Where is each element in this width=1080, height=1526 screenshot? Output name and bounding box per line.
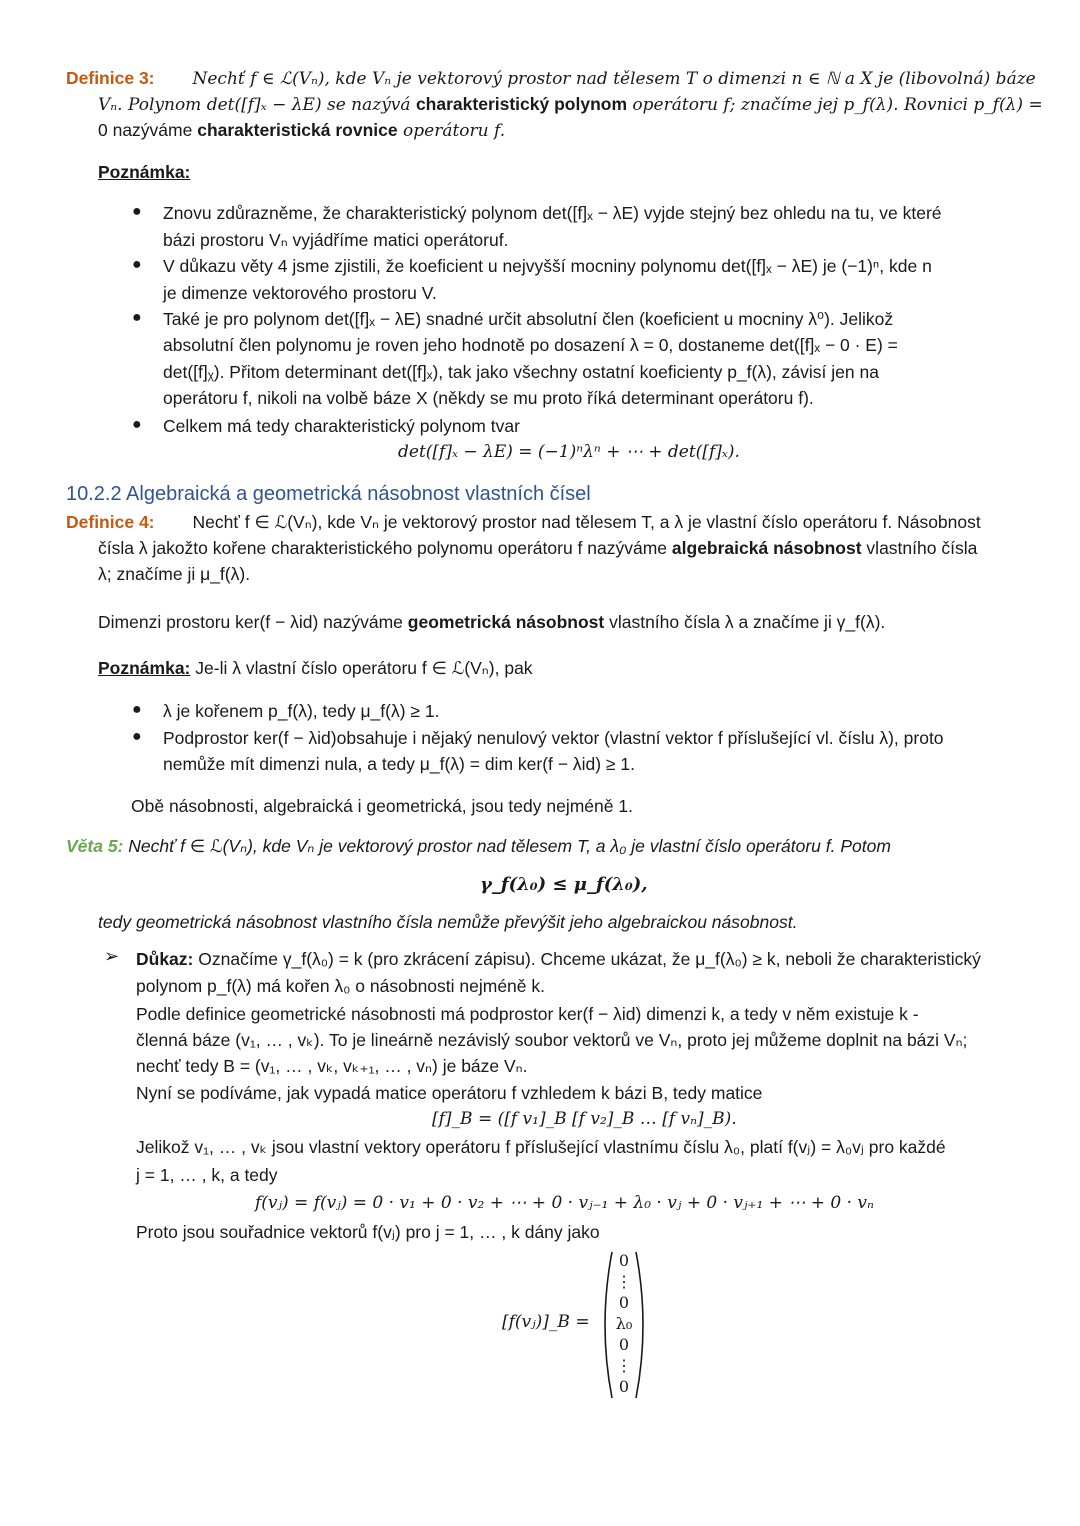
matrix-entry: λ₀: [615, 1314, 633, 1333]
bullet-icon: ●: [132, 203, 142, 220]
definition-4-line-2: čísla λ jakožto kořene charakteristického polynomu operátoru f nazýváme algebraická násobnost vlastního čísla: [98, 538, 978, 558]
definition-3-text: Nechť f ∈ ℒ(Vₙ), kde Vₙ je vektorový prostor nad tělesem T o dimenzi n ∈ ℕ a X je (libovolná) báze: [192, 69, 1036, 89]
note-2-bullet-2-line-1: Podprostor ker(f − λid)obsahuje i nějaký nenulový vektor (vlastní vektor f příslušející vl. číslu λ), proto: [163, 728, 944, 748]
theorem-5-line-2: tedy geometrická násobnost vlastního čísla nemůže převýšit jeho algebraickou násobnost.: [98, 912, 798, 932]
bullet-icon: ●: [132, 256, 142, 273]
matrix-entry: ⋮: [616, 1272, 632, 1291]
definition-4-line-4: Dimenzi prostoru ker(f − λid) nazýváme geometrická násobnost vlastního čísla λ a značíme ji γ_f(λ).: [98, 612, 886, 632]
term-algebraic-multiplicity: algebraická násobnost: [671, 538, 862, 558]
note-2-bullet-2-line-2: nemůže mít dimenzi nula, a tedy μ_f(λ) = dim ker(f − λid) ≥ 1.: [163, 754, 635, 774]
definition-4-label: Definice 4:: [66, 512, 155, 532]
note-1-bullet-2-line-2: je dimenze vektorového prostoru V.: [163, 283, 437, 303]
note-2-bullet-1: λ je kořenem p_f(λ), tedy μ_f(λ) ≥ 1.: [163, 701, 440, 721]
note-1-bullet-1-line-1: Znovu zdůrazněme, že charakteristický polynom det([f]ₓ − λE) vyjde stejný bez ohledu na tu, ve které: [163, 203, 942, 223]
note-1-bullet-3-line-3: det([f]ᵪ). Přitom determinant det([f]ₓ), tak jako všechny ostatní koeficienty p_f(λ), závisí jen na: [163, 362, 879, 382]
definition-3-line-1: [66, 66, 1036, 91]
definition-3-line-3: 0 nazýváme charakteristická rovnice operátoru f.: [98, 120, 506, 141]
term-characteristic-equation: charakteristická rovnice: [197, 120, 398, 140]
term-geometric-multiplicity: geometrická násobnost: [407, 612, 605, 632]
bullet-icon: ●: [132, 416, 142, 433]
note-2-line: Poznámka: Je-li λ vlastní číslo operátoru f ∈ ℒ(Vₙ), pak: [98, 658, 533, 678]
theorem-5-inequality: γ_f(λ₀) ≤ μ_f(λ₀),: [480, 874, 648, 895]
note-1-bullet-1-line-2: bázi prostoru Vₙ vyjádříme matici operátoruf.: [163, 230, 509, 250]
matrix-entries: [610, 1250, 638, 1397]
arrow-bullet-icon: ➢: [104, 946, 120, 966]
theorem-5-line-1: Věta 5: Nechť f ∈ ℒ(Vₙ), kde Vₙ je vektorový prostor nad tělesem T, a λ₀ je vlastní číslo operátoru f. Potom: [66, 836, 891, 856]
matrix-entry: 0: [618, 1335, 630, 1354]
proof-line-5: nechť tedy B = (v₁, … , vₖ, vₖ₊₁, … , vₙ) je báze Vₙ.: [136, 1056, 528, 1076]
coordinate-column-vector: [598, 1250, 650, 1400]
note-2-closing: Obě násobnosti, algebraická i geometrická, jsou tedy nejméně 1.: [131, 796, 633, 816]
proof-equation-linear-combination: f(vⱼ) = f(vⱼ) = 0 · v₁ + 0 · v₂ + ⋯ + 0 · vⱼ₋₁ + λ₀ · vⱼ + 0 · vⱼ₊₁ + ⋯ + 0 · vₙ: [255, 1193, 874, 1213]
definition-4-line-1: Definice 4: Nechť f ∈ ℒ(Vₙ), kde Vₙ je vektorový prostor nad tělesem T, a λ je vlastní číslo operátoru f. Násobnost: [66, 512, 981, 532]
proof-label: Důkaz:: [136, 949, 194, 969]
definition-4-line-3: λ; značíme ji μ_f(λ).: [98, 564, 251, 584]
note-1-title: Poznámka:: [98, 162, 191, 182]
matrix-entry: 0: [618, 1377, 630, 1396]
proof-line-2: polynom p_f(λ) má kořen λ₀ o násobnosti nejméně k.: [136, 976, 545, 996]
term-characteristic-polynomial: charakteristický polynom: [415, 94, 628, 114]
note-1-bullet-3-line-1: Také je pro polynom det([f]ₓ − λE) snadné určit absolutní člen (koeficient u mocniny λ⁰). Jelikož: [163, 309, 894, 329]
proof-equation-matrix-columns: [f]_B = ([f v₁]_B [f v₂]_B … [f vₙ]_B).: [432, 1109, 737, 1129]
proof-line-9: Proto jsou souřadnice vektorů f(vⱼ) pro j = 1, … , k dány jako: [136, 1222, 600, 1242]
proof-line-3: Podle definice geometrické násobnosti má podprostor ker(f − λid) dimenzi k, a tedy v něm existuje k -: [136, 1004, 919, 1024]
definition-3-line-2: Vₙ. Polynom det([f]ₓ − λE) se nazývá charakteristický polynom operátoru f; značíme jej p_f(λ). Rovnici p_f(λ) =: [98, 94, 1043, 115]
bullet-icon: ●: [132, 309, 142, 326]
proof-line-1: Důkaz: Označíme γ_f(λ₀) = k (pro zkrácení zápisu). Chceme ukázat, že μ_f(λ₀) ≥ k, neboli že charakteristický: [136, 949, 981, 969]
proof-line-6: Nyní se podíváme, jak vypadá matice operátoru f vzhledem k bázi B, tedy matice: [136, 1083, 763, 1103]
note-1-bullet-3-line-4: operátoru f, nikoli na volbě báze X (někdy se mu proto říká determinant operátoru f).: [163, 388, 814, 408]
bullet-icon: ●: [132, 728, 142, 745]
bullet-icon: ●: [132, 701, 142, 718]
proof-line-8: j = 1, … , k, a tedy: [136, 1165, 278, 1185]
section-heading: 10.2.2 Algebraická a geometrická násobnost vlastních čísel: [66, 483, 591, 505]
theorem-5-label: Věta 5:: [66, 836, 124, 856]
characteristic-polynomial-equation: det([f]ₓ − λE) = (−1)ⁿλⁿ + ⋯ + det([f]ₓ).: [398, 442, 740, 462]
proof-line-4: členná báze (v₁, … , vₖ). To je lineárně nezávislý soubor vektorů ve Vₙ, proto jej můžeme doplnit na bázi Vₙ;: [136, 1030, 968, 1050]
coordinate-vector-lhs: [f(vⱼ)]_B =: [502, 1312, 590, 1332]
matrix-entry: 0: [618, 1251, 630, 1270]
note-2-title: Poznámka:: [98, 658, 191, 678]
note-1-bullet-4-line-1: Celkem má tedy charakteristický polynom tvar: [163, 416, 520, 436]
definition-3-label: Definice 3:: [66, 68, 155, 88]
note-1-bullet-3-line-2: absolutní člen polynomu je roven jeho hodnotě po dosazení λ = 0, dostaneme det([f]ₓ − 0 · E) =: [163, 335, 898, 355]
matrix-entry: ⋮: [616, 1356, 632, 1375]
matrix-entry: 0: [618, 1293, 630, 1312]
proof-line-7: Jelikož v₁, … , vₖ jsou vlastní vektory operátoru f příslušející vlastnímu číslu λ₀, platí f(vⱼ) = λ₀vⱼ pro každé: [136, 1137, 946, 1157]
note-1-bullet-2-line-1: V důkazu věty 4 jsme zjistili, že koeficient u nejvyšší mocniny polynomu det([f]ₓ − λE) je (−1)ⁿ, kde n: [163, 256, 932, 276]
